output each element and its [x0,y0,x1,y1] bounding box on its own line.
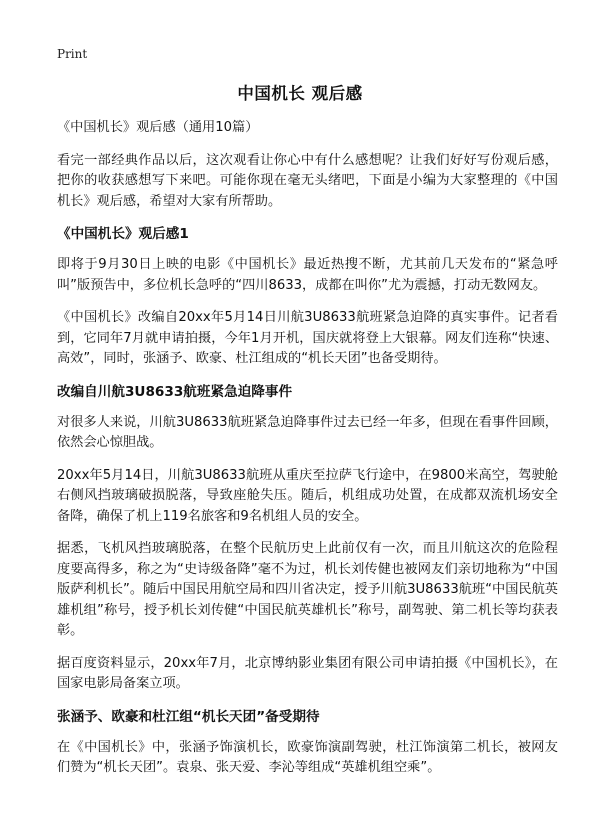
section1-paragraph-2: 《中国机长》改编自20xx年5月14日川航3U8633航班紧急迫降的真实事件。记者看到，它同年7月就申请拍摄，今年1月开机，国庆就将登上大银幕。网友们连称“快速、高效”，同时，张涵予、欧豪、杜江组成的“机长天团”也备受期待。 [57,310,558,366]
print-link[interactable]: Print [57,47,88,61]
intro-paragraph: 看完一部经典作品以后，这次观看让你心中有什么感想呢？让我们好好写份观后感，把你的收获感想写下来吧。可能你现在毫无头绪吧，下面是小编为大家整理的《中国机长》观后感，希望对大家有所帮助。 [57,152,558,209]
section3-heading: 张涵予、欧豪和杜江组“机长天团”备受期待 [57,708,320,725]
section3-paragraph-1: 在《中国机长》中，张涵予饰演机长，欧豪饰演副驾驶，杜江饰演第二机长，被网友们赞为“机长天团”。袁泉、张天爱、李沁等组成“英雄机组空乘”。 [57,739,558,775]
document-subtitle: 《中国机长》观后感（通用10篇） [57,120,259,135]
page-title: 中国机长 观后感 [237,84,363,103]
document-body [57,118,558,791]
section2-paragraph-4: 据百度资料显示，20xx年7月，北京博纳影业集团有限公司申请拍摄《中国机长》，在国家电影局备案立项。 [57,655,558,691]
section2-paragraph-1: 对很多人来说，川航3U8633航班紧急迫降事件过去已经一年多，但现在看事件回顾，依然会心惊胆战。 [57,414,558,450]
section1-heading: 《中国机长》观后感1 [57,226,189,242]
section2-paragraph-3: 据悉，飞机风挡玻璃脱落，在整个民航历史上此前仅有一次，而且川航这次的危险程度要高得多，称之为“史诗级备降”毫不为过，机长刘传健也被网友们亲切地称为“中国版萨利机长”。随后中国民用航空局和四川省决定，授予川航3U8633航班“中国民航英雄机组”称号，授予机长刘传健“中国民航英雄机长”称号，副驾驶、第二机长等均获表彰。 [57,541,558,638]
section1-paragraph-1: 即将于9月30日上映的电影《中国机长》最近热搜不断，尤其前几天发布的“紧急呼叫”版预告中，多位机长急呼的“四川8633，成都在叫你”尤为震撼，打动无数网友。 [57,257,558,293]
section2-heading: 改编自川航3U8633航班紧急迫降事件 [57,383,293,400]
section2-paragraph-2: 20xx年5月14日，川航3U8633航班从重庆至拉萨飞行途中，在9800米高空，驾驶舱右侧风挡玻璃破损脱落，导致座舱失压。随后，机组成功处置，在成都双流机场安全备降，确保了机上119名旅客和9名机组人员的安全。 [57,467,558,524]
